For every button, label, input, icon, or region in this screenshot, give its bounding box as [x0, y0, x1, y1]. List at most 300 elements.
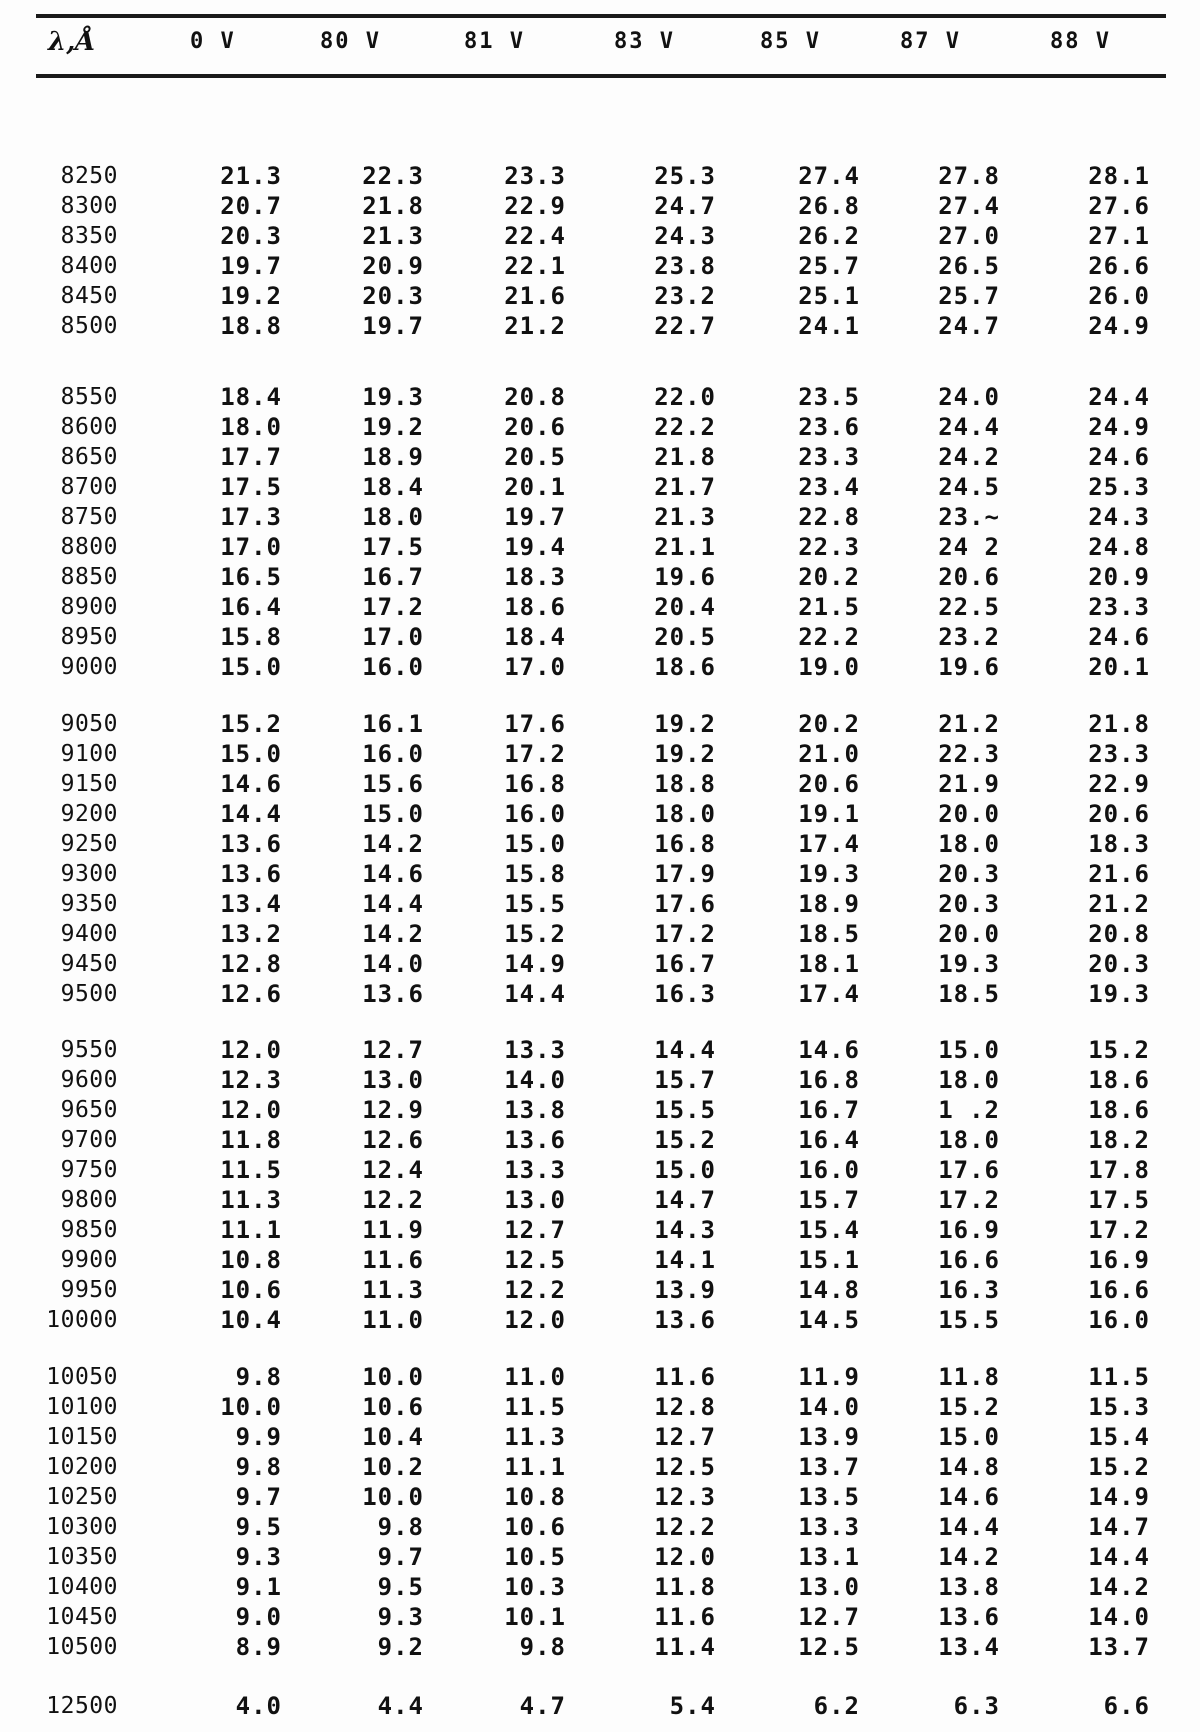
cell-83v: 18.0: [654, 800, 716, 828]
cell-83v: 11.6: [654, 1363, 716, 1391]
cell-88v: 14.0: [1088, 1603, 1150, 1631]
cell-87v: 20.6: [938, 563, 1000, 591]
cell-88v: 17.8: [1088, 1156, 1150, 1184]
cell-80v: 18.0: [362, 503, 424, 531]
cell-0v: 20.7: [220, 192, 282, 220]
table-row: [0, 161, 1200, 191]
cell-80v: 10.6: [362, 1393, 424, 1421]
cell-80v: 11.0: [362, 1306, 424, 1334]
cell-0v: 14.4: [220, 800, 282, 828]
cell-83v: 24.3: [654, 222, 716, 250]
cell-80v: 12.4: [362, 1156, 424, 1184]
cell-88v: 24.9: [1088, 413, 1150, 441]
cell-81v: 16.8: [504, 770, 566, 798]
cell-85v: 27.4: [798, 162, 860, 190]
cell-80v: 16.1: [362, 710, 424, 738]
cell-0v: 13.6: [220, 860, 282, 888]
cell-83v: 22.7: [654, 312, 716, 340]
cell-88v: 20.6: [1088, 800, 1150, 828]
cell-81v: 13.0: [504, 1186, 566, 1214]
cell-80v: 19.2: [362, 413, 424, 441]
cell-83v: 14.3: [654, 1216, 716, 1244]
cell-wavelength: 9850: [60, 1217, 118, 1243]
cell-wavelength: 9600: [60, 1067, 118, 1093]
cell-wavelength: 9650: [60, 1097, 118, 1123]
cell-85v: 23.5: [798, 383, 860, 411]
cell-wavelength: 10050: [46, 1364, 118, 1390]
cell-88v: 23.3: [1088, 593, 1150, 621]
cell-85v: 13.1: [798, 1543, 860, 1571]
cell-85v: 22.3: [798, 533, 860, 561]
cell-85v: 12.5: [798, 1633, 860, 1661]
table-row: [0, 1035, 1200, 1065]
cell-wavelength: 9500: [60, 981, 118, 1007]
cell-80v: 18.4: [362, 473, 424, 501]
cell-88v: 25.3: [1088, 473, 1150, 501]
cell-85v: 11.9: [798, 1363, 860, 1391]
cell-85v: 14.0: [798, 1393, 860, 1421]
cell-85v: 23.4: [798, 473, 860, 501]
cell-85v: 21.5: [798, 593, 860, 621]
cell-81v: 20.5: [504, 443, 566, 471]
cell-81v: 23.3: [504, 162, 566, 190]
cell-87v: 14.6: [938, 1483, 1000, 1511]
cell-wavelength: 9100: [60, 741, 118, 767]
cell-87v: 13.8: [938, 1573, 1000, 1601]
cell-81v: 11.1: [504, 1453, 566, 1481]
cell-0v: 10.4: [220, 1306, 282, 1334]
table-row: [0, 251, 1200, 281]
cell-88v: 21.6: [1088, 860, 1150, 888]
cell-85v: 20.6: [798, 770, 860, 798]
cell-wavelength: 9400: [60, 921, 118, 947]
cell-88v: 14.4: [1088, 1543, 1150, 1571]
header-col-87v: 87 V: [900, 29, 961, 54]
cell-85v: 13.0: [798, 1573, 860, 1601]
cell-0v: 9.5: [235, 1513, 282, 1541]
cell-80v: 14.6: [362, 860, 424, 888]
cell-87v: 27.0: [938, 222, 1000, 250]
cell-88v: 28.1: [1088, 162, 1150, 190]
cell-81v: 22.9: [504, 192, 566, 220]
cell-83v: 19.2: [654, 710, 716, 738]
table-row: [0, 1185, 1200, 1215]
cell-81v: 15.0: [504, 830, 566, 858]
header-col-83v: 83 V: [614, 29, 675, 54]
table-row: [0, 502, 1200, 532]
cell-80v: 9.7: [377, 1543, 424, 1571]
cell-88v: 13.7: [1088, 1633, 1150, 1661]
cell-81v: 12.5: [504, 1246, 566, 1274]
cell-81v: 11.5: [504, 1393, 566, 1421]
cell-wavelength: 8250: [60, 163, 118, 189]
table-row: [0, 472, 1200, 502]
cell-0v: 12.6: [220, 980, 282, 1008]
cell-80v: 9.5: [377, 1573, 424, 1601]
cell-83v: 17.2: [654, 920, 716, 948]
cell-87v: 15.5: [938, 1306, 1000, 1334]
cell-80v: 14.4: [362, 890, 424, 918]
cell-0v: 18.4: [220, 383, 282, 411]
cell-88v: 27.6: [1088, 192, 1150, 220]
cell-81v: 13.6: [504, 1126, 566, 1154]
cell-0v: 14.6: [220, 770, 282, 798]
cell-88v: 18.6: [1088, 1096, 1150, 1124]
cell-83v: 25.3: [654, 162, 716, 190]
cell-80v: 22.3: [362, 162, 424, 190]
cell-83v: 16.3: [654, 980, 716, 1008]
cell-wavelength: 10000: [46, 1307, 118, 1333]
cell-wavelength: 8300: [60, 193, 118, 219]
cell-81v: 19.7: [504, 503, 566, 531]
cell-85v: 19.1: [798, 800, 860, 828]
table-row: [0, 1305, 1200, 1335]
cell-87v: 24.5: [938, 473, 1000, 501]
cell-81v: 19.4: [504, 533, 566, 561]
cell-85v: 26.8: [798, 192, 860, 220]
cell-80v: 17.2: [362, 593, 424, 621]
cell-81v: 14.0: [504, 1066, 566, 1094]
cell-83v: 19.6: [654, 563, 716, 591]
cell-85v: 16.0: [798, 1156, 860, 1184]
cell-88v: 15.4: [1088, 1423, 1150, 1451]
cell-0v: 10.0: [220, 1393, 282, 1421]
cell-0v: 9.0: [235, 1603, 282, 1631]
cell-0v: 17.0: [220, 533, 282, 561]
cell-83v: 11.6: [654, 1603, 716, 1631]
cell-83v: 21.8: [654, 443, 716, 471]
cell-wavelength: 8350: [60, 223, 118, 249]
cell-88v: 6.6: [1103, 1692, 1150, 1720]
cell-83v: 12.2: [654, 1513, 716, 1541]
cell-83v: 21.1: [654, 533, 716, 561]
cell-80v: 11.9: [362, 1216, 424, 1244]
cell-wavelength: 12500: [46, 1693, 118, 1719]
cell-0v: 12.0: [220, 1096, 282, 1124]
cell-80v: 9.8: [377, 1513, 424, 1541]
cell-87v: 27.8: [938, 162, 1000, 190]
cell-81v: 20.1: [504, 473, 566, 501]
table-row: [0, 1602, 1200, 1632]
cell-wavelength: 8600: [60, 414, 118, 440]
cell-85v: 18.9: [798, 890, 860, 918]
cell-87v: 16.3: [938, 1276, 1000, 1304]
cell-85v: 15.7: [798, 1186, 860, 1214]
cell-85v: 14.6: [798, 1036, 860, 1064]
table-row: [0, 979, 1200, 1009]
cell-83v: 18.8: [654, 770, 716, 798]
cell-81v: 13.3: [504, 1036, 566, 1064]
cell-80v: 13.0: [362, 1066, 424, 1094]
cell-88v: 24.6: [1088, 623, 1150, 651]
cell-wavelength: 8750: [60, 504, 118, 530]
table-row: [0, 1362, 1200, 1392]
cell-85v: 21.0: [798, 740, 860, 768]
cell-83v: 5.4: [669, 1692, 716, 1720]
cell-0v: 16.5: [220, 563, 282, 591]
cell-80v: 12.2: [362, 1186, 424, 1214]
cell-87v: 20.3: [938, 860, 1000, 888]
cell-87v: 16.9: [938, 1216, 1000, 1244]
table-row: [0, 1095, 1200, 1125]
cell-87v: 16.6: [938, 1246, 1000, 1274]
table-row: [0, 1215, 1200, 1245]
cell-0v: 8.9: [235, 1633, 282, 1661]
cell-83v: 18.6: [654, 653, 716, 681]
cell-83v: 21.3: [654, 503, 716, 531]
table-row: [0, 442, 1200, 472]
cell-0v: 17.5: [220, 473, 282, 501]
cell-83v: 11.4: [654, 1633, 716, 1661]
cell-0v: 15.0: [220, 740, 282, 768]
cell-88v: 19.3: [1088, 980, 1150, 1008]
cell-85v: 13.9: [798, 1423, 860, 1451]
cell-83v: 14.4: [654, 1036, 716, 1064]
cell-wavelength: 9000: [60, 654, 118, 680]
cell-81v: 12.7: [504, 1216, 566, 1244]
table-row: [0, 592, 1200, 622]
cell-85v: 13.3: [798, 1513, 860, 1541]
cell-0v: 11.3: [220, 1186, 282, 1214]
cell-88v: 27.1: [1088, 222, 1150, 250]
cell-80v: 10.0: [362, 1483, 424, 1511]
cell-87v: 21.2: [938, 710, 1000, 738]
cell-88v: 16.6: [1088, 1276, 1150, 1304]
cell-85v: 18.1: [798, 950, 860, 978]
cell-0v: 12.8: [220, 950, 282, 978]
cell-wavelength: 8850: [60, 564, 118, 590]
cell-81v: 21.2: [504, 312, 566, 340]
cell-87v: 1 .2: [938, 1096, 1000, 1124]
cell-85v: 17.4: [798, 980, 860, 1008]
cell-81v: 10.8: [504, 1483, 566, 1511]
cell-85v: 17.4: [798, 830, 860, 858]
cell-80v: 16.0: [362, 740, 424, 768]
cell-87v: 18.0: [938, 1066, 1000, 1094]
cell-87v: 14.8: [938, 1453, 1000, 1481]
cell-81v: 13.8: [504, 1096, 566, 1124]
cell-80v: 15.6: [362, 770, 424, 798]
cell-80v: 21.3: [362, 222, 424, 250]
cell-wavelength: 10100: [46, 1394, 118, 1420]
cell-wavelength: 9450: [60, 951, 118, 977]
cell-85v: 24.1: [798, 312, 860, 340]
cell-88v: 22.9: [1088, 770, 1150, 798]
cell-80v: 17.0: [362, 623, 424, 651]
cell-0v: 15.0: [220, 653, 282, 681]
cell-85v: 25.7: [798, 252, 860, 280]
cell-85v: 14.5: [798, 1306, 860, 1334]
table-row: [0, 1542, 1200, 1572]
cell-wavelength: 10350: [46, 1544, 118, 1570]
cell-87v: 14.4: [938, 1513, 1000, 1541]
cell-80v: 10.2: [362, 1453, 424, 1481]
cell-wavelength: 8500: [60, 313, 118, 339]
cell-wavelength: 10400: [46, 1574, 118, 1600]
table-row: [0, 652, 1200, 682]
cell-87v: 23.2: [938, 623, 1000, 651]
cell-85v: 26.2: [798, 222, 860, 250]
cell-88v: 15.2: [1088, 1036, 1150, 1064]
header-col-85v: 85 V: [760, 29, 821, 54]
cell-83v: 16.8: [654, 830, 716, 858]
cell-87v: 19.3: [938, 950, 1000, 978]
cell-0v: 9.8: [235, 1363, 282, 1391]
cell-0v: 4.0: [235, 1692, 282, 1720]
table-row: [0, 1065, 1200, 1095]
cell-83v: 17.9: [654, 860, 716, 888]
table-row: [0, 1245, 1200, 1275]
cell-80v: 20.3: [362, 282, 424, 310]
cell-80v: 12.9: [362, 1096, 424, 1124]
cell-83v: 17.6: [654, 890, 716, 918]
cell-85v: 16.4: [798, 1126, 860, 1154]
cell-0v: 12.3: [220, 1066, 282, 1094]
cell-0v: 13.4: [220, 890, 282, 918]
cell-83v: 14.7: [654, 1186, 716, 1214]
cell-0v: 15.8: [220, 623, 282, 651]
cell-88v: 26.0: [1088, 282, 1150, 310]
table-row: [0, 919, 1200, 949]
cell-81v: 16.0: [504, 800, 566, 828]
cell-wavelength: 8700: [60, 474, 118, 500]
cell-80v: 12.7: [362, 1036, 424, 1064]
cell-85v: 6.2: [813, 1692, 860, 1720]
cell-0v: 9.3: [235, 1543, 282, 1571]
cell-0v: 11.5: [220, 1156, 282, 1184]
header-rule: [36, 74, 1166, 78]
cell-85v: 15.4: [798, 1216, 860, 1244]
header-col-0v: 0 V: [190, 29, 236, 54]
cell-87v: 17.2: [938, 1186, 1000, 1214]
cell-88v: 24.9: [1088, 312, 1150, 340]
table-row: [0, 191, 1200, 221]
cell-80v: 15.0: [362, 800, 424, 828]
cell-0v: 16.4: [220, 593, 282, 621]
cell-83v: 11.8: [654, 1573, 716, 1601]
cell-88v: 15.3: [1088, 1393, 1150, 1421]
cell-88v: 20.8: [1088, 920, 1150, 948]
cell-87v: 13.4: [938, 1633, 1000, 1661]
cell-87v: 24.4: [938, 413, 1000, 441]
cell-81v: 10.1: [504, 1603, 566, 1631]
cell-88v: 24.6: [1088, 443, 1150, 471]
cell-85v: 23.3: [798, 443, 860, 471]
cell-85v: 13.7: [798, 1453, 860, 1481]
cell-81v: 22.1: [504, 252, 566, 280]
cell-87v: 15.2: [938, 1393, 1000, 1421]
cell-81v: 12.0: [504, 1306, 566, 1334]
cell-88v: 20.1: [1088, 653, 1150, 681]
table-row: [0, 1422, 1200, 1452]
cell-88v: 14.2: [1088, 1573, 1150, 1601]
cell-81v: 11.3: [504, 1423, 566, 1451]
table-row: [0, 562, 1200, 592]
cell-81v: 20.8: [504, 383, 566, 411]
cell-wavelength: 9750: [60, 1157, 118, 1183]
cell-0v: 18.0: [220, 413, 282, 441]
cell-wavelength: 9800: [60, 1187, 118, 1213]
cell-83v: 20.4: [654, 593, 716, 621]
cell-wavelength: 8400: [60, 253, 118, 279]
cell-80v: 14.2: [362, 920, 424, 948]
cell-87v: 18.5: [938, 980, 1000, 1008]
cell-85v: 18.5: [798, 920, 860, 948]
cell-85v: 16.8: [798, 1066, 860, 1094]
cell-81v: 17.2: [504, 740, 566, 768]
cell-80v: 10.0: [362, 1363, 424, 1391]
cell-wavelength: 8950: [60, 624, 118, 650]
cell-0v: 13.6: [220, 830, 282, 858]
cell-81v: 14.9: [504, 950, 566, 978]
cell-83v: 13.9: [654, 1276, 716, 1304]
cell-88v: 26.6: [1088, 252, 1150, 280]
cell-87v: 13.6: [938, 1603, 1000, 1631]
cell-83v: 19.2: [654, 740, 716, 768]
cell-83v: 14.1: [654, 1246, 716, 1274]
cell-88v: 17.2: [1088, 1216, 1150, 1244]
cell-81v: 18.6: [504, 593, 566, 621]
cell-83v: 12.3: [654, 1483, 716, 1511]
cell-0v: 13.2: [220, 920, 282, 948]
cell-81v: 4.7: [519, 1692, 566, 1720]
cell-88v: 20.3: [1088, 950, 1150, 978]
cell-87v: 6.3: [953, 1692, 1000, 1720]
cell-80v: 9.2: [377, 1633, 424, 1661]
table-row: [0, 412, 1200, 442]
cell-80v: 13.6: [362, 980, 424, 1008]
table-row: [0, 889, 1200, 919]
cell-88v: 18.6: [1088, 1066, 1150, 1094]
cell-83v: 23.2: [654, 282, 716, 310]
cell-wavelength: 10450: [46, 1604, 118, 1630]
cell-88v: 17.5: [1088, 1186, 1150, 1214]
cell-87v: 18.0: [938, 830, 1000, 858]
cell-83v: 22.0: [654, 383, 716, 411]
cell-80v: 20.9: [362, 252, 424, 280]
table-row: [0, 532, 1200, 562]
cell-87v: 24.7: [938, 312, 1000, 340]
cell-85v: 19.3: [798, 860, 860, 888]
table-row: [0, 799, 1200, 829]
cell-80v: 11.6: [362, 1246, 424, 1274]
cell-88v: 20.9: [1088, 563, 1150, 591]
cell-81v: 10.3: [504, 1573, 566, 1601]
cell-80v: 4.4: [377, 1692, 424, 1720]
cell-0v: 9.9: [235, 1423, 282, 1451]
table-row: [0, 739, 1200, 769]
cell-85v: 20.2: [798, 563, 860, 591]
cell-80v: 16.7: [362, 563, 424, 591]
cell-83v: 15.2: [654, 1126, 716, 1154]
table-row: [0, 1125, 1200, 1155]
cell-87v: 15.0: [938, 1036, 1000, 1064]
cell-80v: 12.6: [362, 1126, 424, 1154]
cell-85v: 12.7: [798, 1603, 860, 1631]
table-row: [0, 829, 1200, 859]
table-row: [0, 859, 1200, 889]
cell-87v: 24 2: [938, 533, 1000, 561]
cell-0v: 19.7: [220, 252, 282, 280]
cell-85v: 25.1: [798, 282, 860, 310]
cell-87v: 18.0: [938, 1126, 1000, 1154]
cell-81v: 15.2: [504, 920, 566, 948]
cell-83v: 12.8: [654, 1393, 716, 1421]
cell-87v: 20.0: [938, 800, 1000, 828]
cell-83v: 22.2: [654, 413, 716, 441]
table-row: [0, 281, 1200, 311]
table-row: [0, 382, 1200, 412]
